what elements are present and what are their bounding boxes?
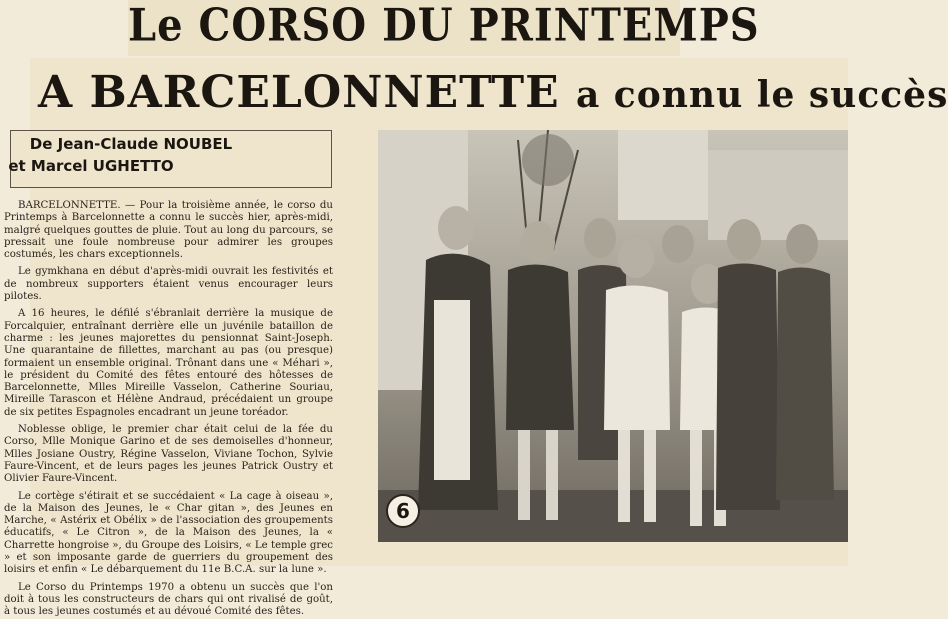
headline-line-2-tail: a connu le succès: [575, 74, 948, 116]
byline-box: [10, 130, 332, 188]
headline-line-2: [38, 62, 948, 124]
article-paragraph: Le cortège s'étirait et se succédaient « La cage à oiseau », de la Maison des Jeunes, le « Char gitan », des Jeunes en Marche, « Astérix et Obélix » de l'association des groupements éducatifs, « Le Citron », de la Maison des Jeunes, la « Charrette hongroise », du Groupe des Loisirs, « Le temple grec » et son imposante garde de guerriers du groupement des loisirs et enfin « Le débarquement du 11e B.C.A. sur la lune ».: [4, 490, 333, 576]
article-body: [4, 200, 333, 618]
headline-line-2-main: A BARCELONNETTE: [38, 67, 560, 118]
group-photo-drawing: [378, 130, 848, 542]
article-paragraph: A 16 heures, le défilé s'ébranlait derrière la musique de Forcalquier, entraînant derrière elle un juvénile bataillon de charme : les jeunes majorettes du pensionnat Saint-Joseph. Une quarantaine de fillettes, marchant au pas (ou presque) formaient un ensemble original. Trônant dans une « Méhari », le président du Comité des fêtes entouré des hôtesses de Barcelonnette, Mlles Mireille Vasselon, Catherine Souriau, Mireille Tarascon et Hélène Andraud, précédaient un groupe de six petites Espagnoles encadrant un jeune toréador.: [4, 308, 333, 418]
article-paragraph: BARCELONNETTE. — Pour la troisième année, le corso du Printemps à Barcelonnette a connu le succès hier, après-midi, malgré quelques gouttes de pluie. Tout au long du parcours, se pressait une foule nombreuse pour admirer les groupes costumés, les chars exceptionnels.: [4, 200, 333, 261]
article-paragraph: Noblesse oblige, le premier char était celui de la fée du Corso, Mlle Monique Garino et de ses demoiselles d'honneur, Mlles Josiane Oustry, Régine Vasselon, Viviane Tochon, Sylvie Faure-Vincent, et de leurs pages les jeunes Patrick Oustry et Olivier Faure-Vincent.: [4, 424, 333, 485]
photo-number-badge: 6: [386, 494, 420, 528]
headline-line-1: Le CORSO DU PRINTEMPS: [128, 0, 760, 52]
article-paragraph: Le Corso du Printemps 1970 a obtenu un succès que l'on doit à tous les constructeurs de chars qui ont rivalisé de goût, à tous les jeunes costumés et au dévoué Comité des fêtes.: [4, 581, 333, 618]
byline-authors-2: et Marcel UGHETTO: [8, 157, 174, 175]
group-photo: [378, 130, 848, 542]
byline-authors-1: De Jean-Claude NOUBEL: [29, 135, 233, 153]
article-paragraph: Le gymkhana en début d'après-midi ouvrait les festivités et de nombreux supporters étaient venus encourager leurs pilotes.: [4, 266, 333, 303]
